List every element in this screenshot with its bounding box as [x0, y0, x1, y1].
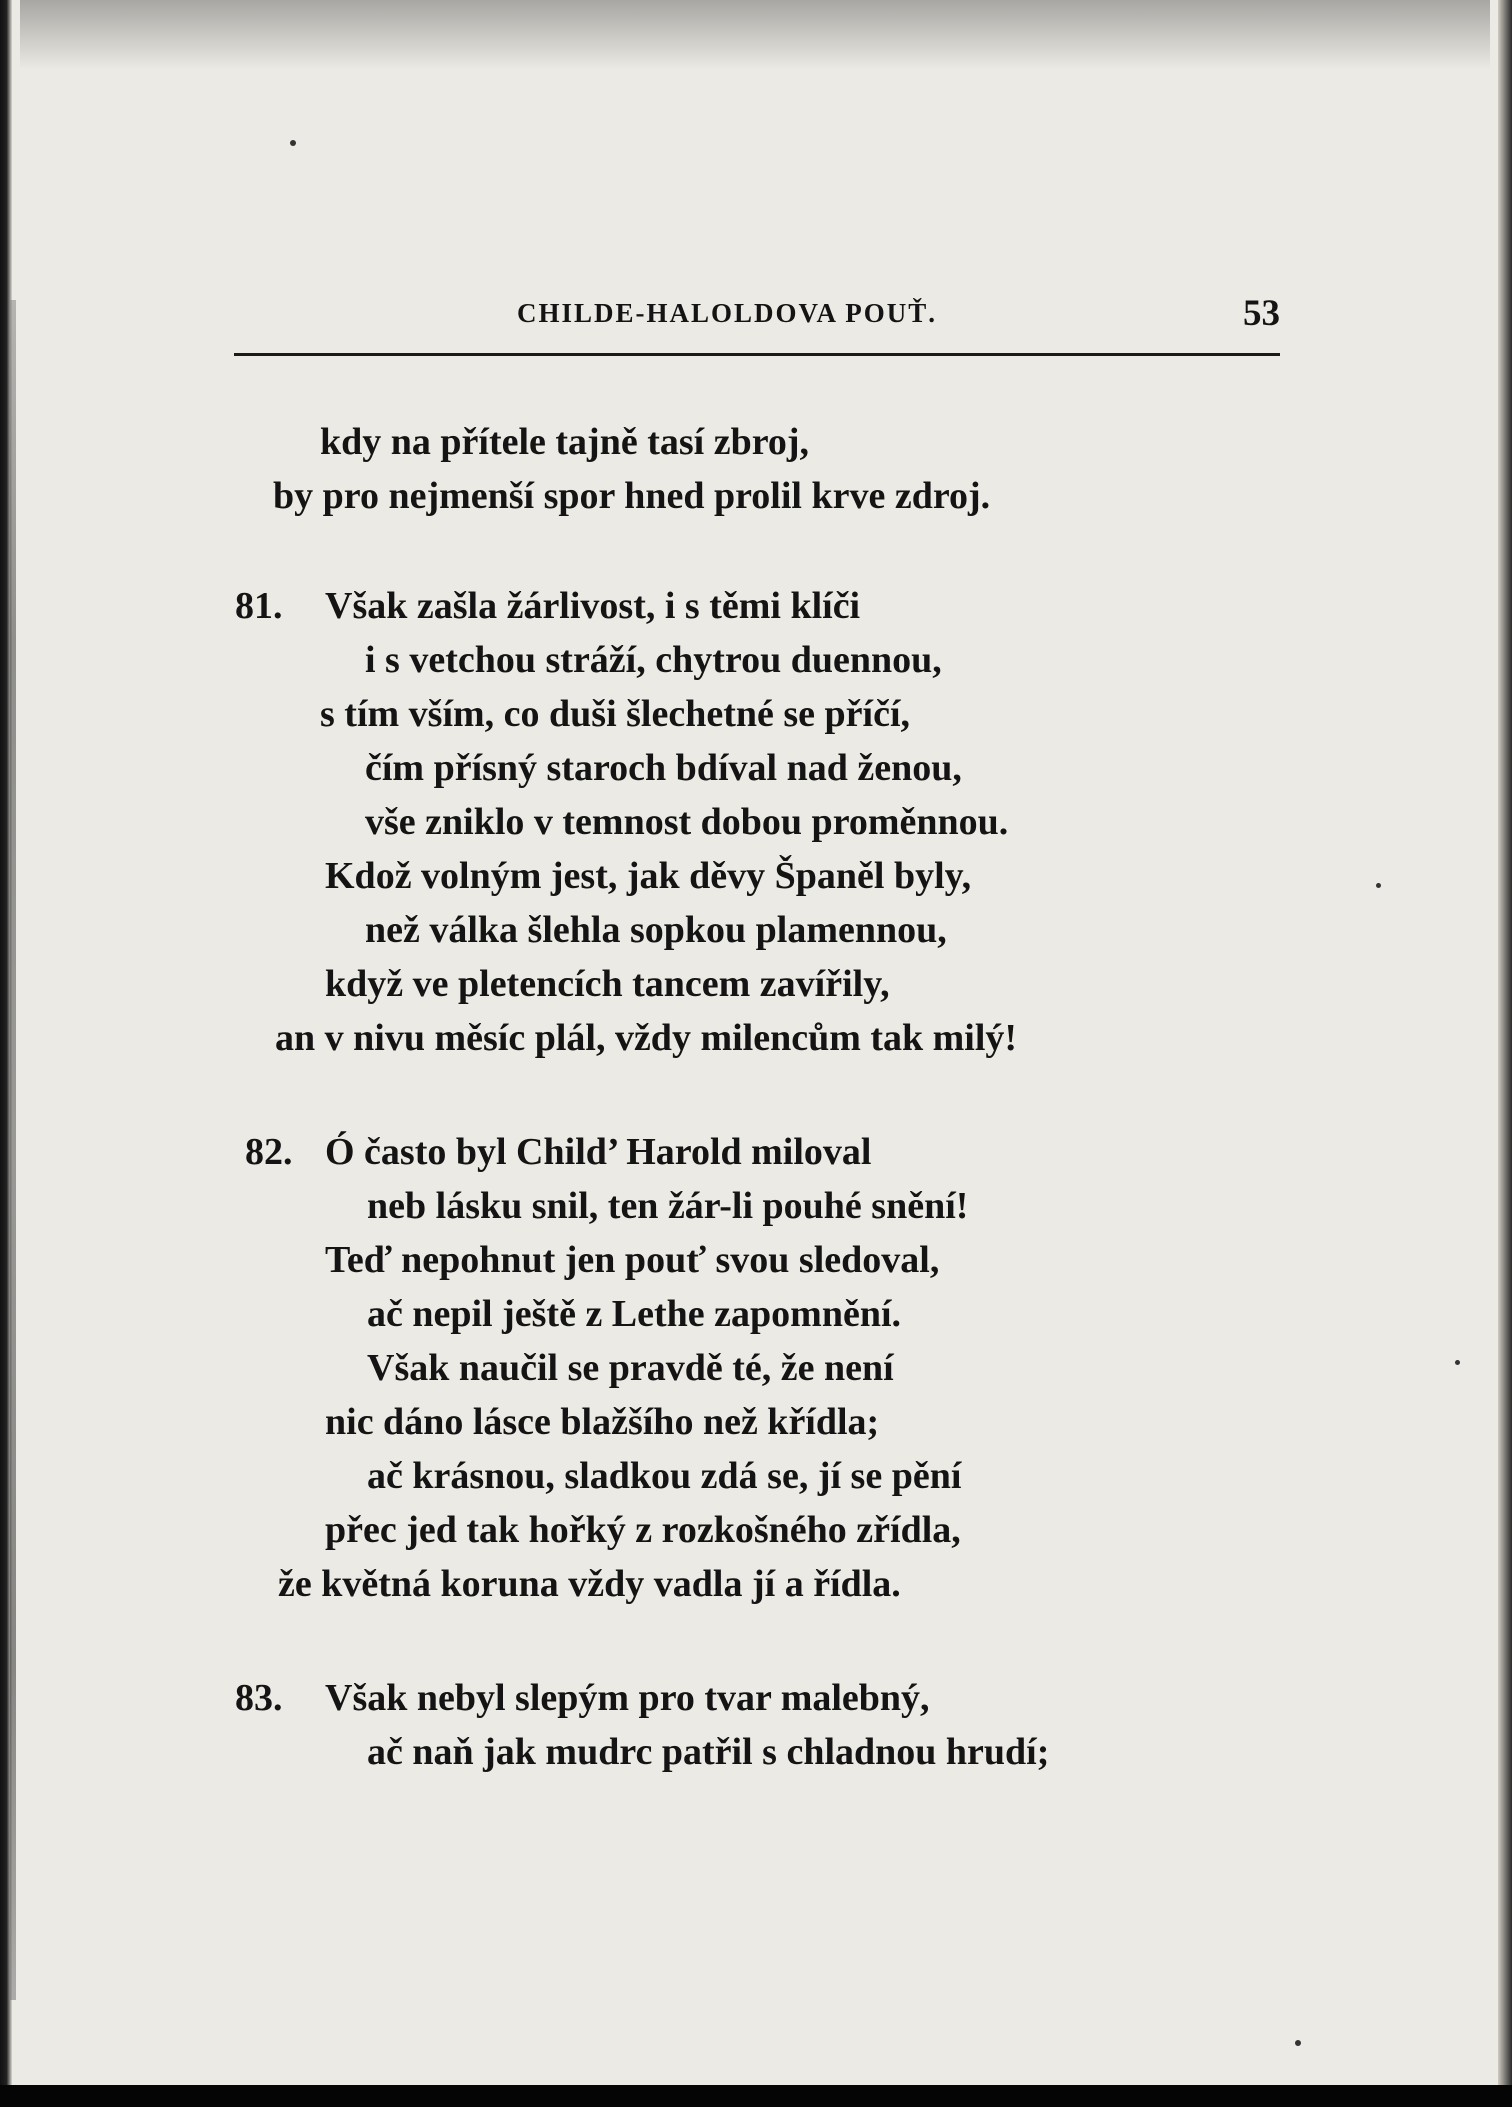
speck [1455, 1360, 1460, 1365]
header-rule [234, 353, 1280, 356]
verse-line: než válka šlehla sopkou plamennou, [365, 909, 947, 951]
verse-line: Však zašla žárlivost, i s těmi klíči [325, 585, 861, 627]
speck [1295, 2040, 1301, 2046]
verse-line: Kdož volným jest, jak děvy Španěl byly, [325, 855, 972, 897]
verse-line: že květná koruna vždy vadla jí a řídla. [278, 1563, 901, 1605]
verse-line: s tím vším, co duši šlechetné se příčí, [320, 693, 911, 735]
verse-line: nic dáno lásce blažšího než křídla; [325, 1401, 880, 1443]
verse-line: když ve pletencích tancem zavířily, [325, 963, 890, 1005]
verse-line: čím přísný staroch bdíval nad ženou, [365, 747, 962, 789]
verse-line: kdy na přítele tajně tasí zbroj, [320, 421, 810, 463]
binding-spine [10, 300, 16, 2000]
speck [290, 140, 296, 146]
verse-line: neb lásku snil, ten žár-li pouhé snění! [367, 1185, 969, 1227]
verse-line: an v nivu měsíc plál, vždy milencům tak milý! [275, 1017, 1018, 1059]
stanza-number: 82. [245, 1131, 293, 1173]
stanza-number: 83. [235, 1677, 283, 1719]
stanza-number: 81. [235, 585, 283, 627]
running-title: CHILDE-HALOLDOVA POUŤ. [517, 298, 938, 328]
verse-line: ač nepil ještě z Lethe zapomnění. [367, 1293, 902, 1335]
verse-line: Však naučil se pravdě té, že není [367, 1347, 894, 1389]
speck [1376, 883, 1381, 888]
page-edge-right [1498, 0, 1512, 2107]
verse-line: by pro nejmenší spor hned prolil krve zdroj. [273, 475, 991, 517]
verse-line: i s vetchou stráží, chytrou duennou, [365, 639, 942, 681]
verse-line: přec jed tak hořký z rozkošného zřídla, [325, 1509, 961, 1551]
verse-line: ač naň jak mudrc patřil s chladnou hrudí; [367, 1731, 1050, 1773]
running-header [235, 292, 1280, 342]
verse-line: Teď nepohnut jen pouť svou sledoval, [325, 1239, 940, 1281]
scan-shadow [20, 0, 1490, 70]
verse-line: vše zniklo v temnost dobou proměnnou. [365, 801, 1009, 843]
verse-line: Však nebyl slepým pro tvar malebný, [325, 1677, 930, 1719]
scan-border-bottom [0, 2085, 1512, 2107]
page-number: 53 [1243, 293, 1280, 334]
verse-line: ač krásnou, sladkou zdá se, jí se pění [367, 1455, 962, 1497]
verse-line: Ó často byl Child’ Harold miloval [325, 1131, 872, 1173]
